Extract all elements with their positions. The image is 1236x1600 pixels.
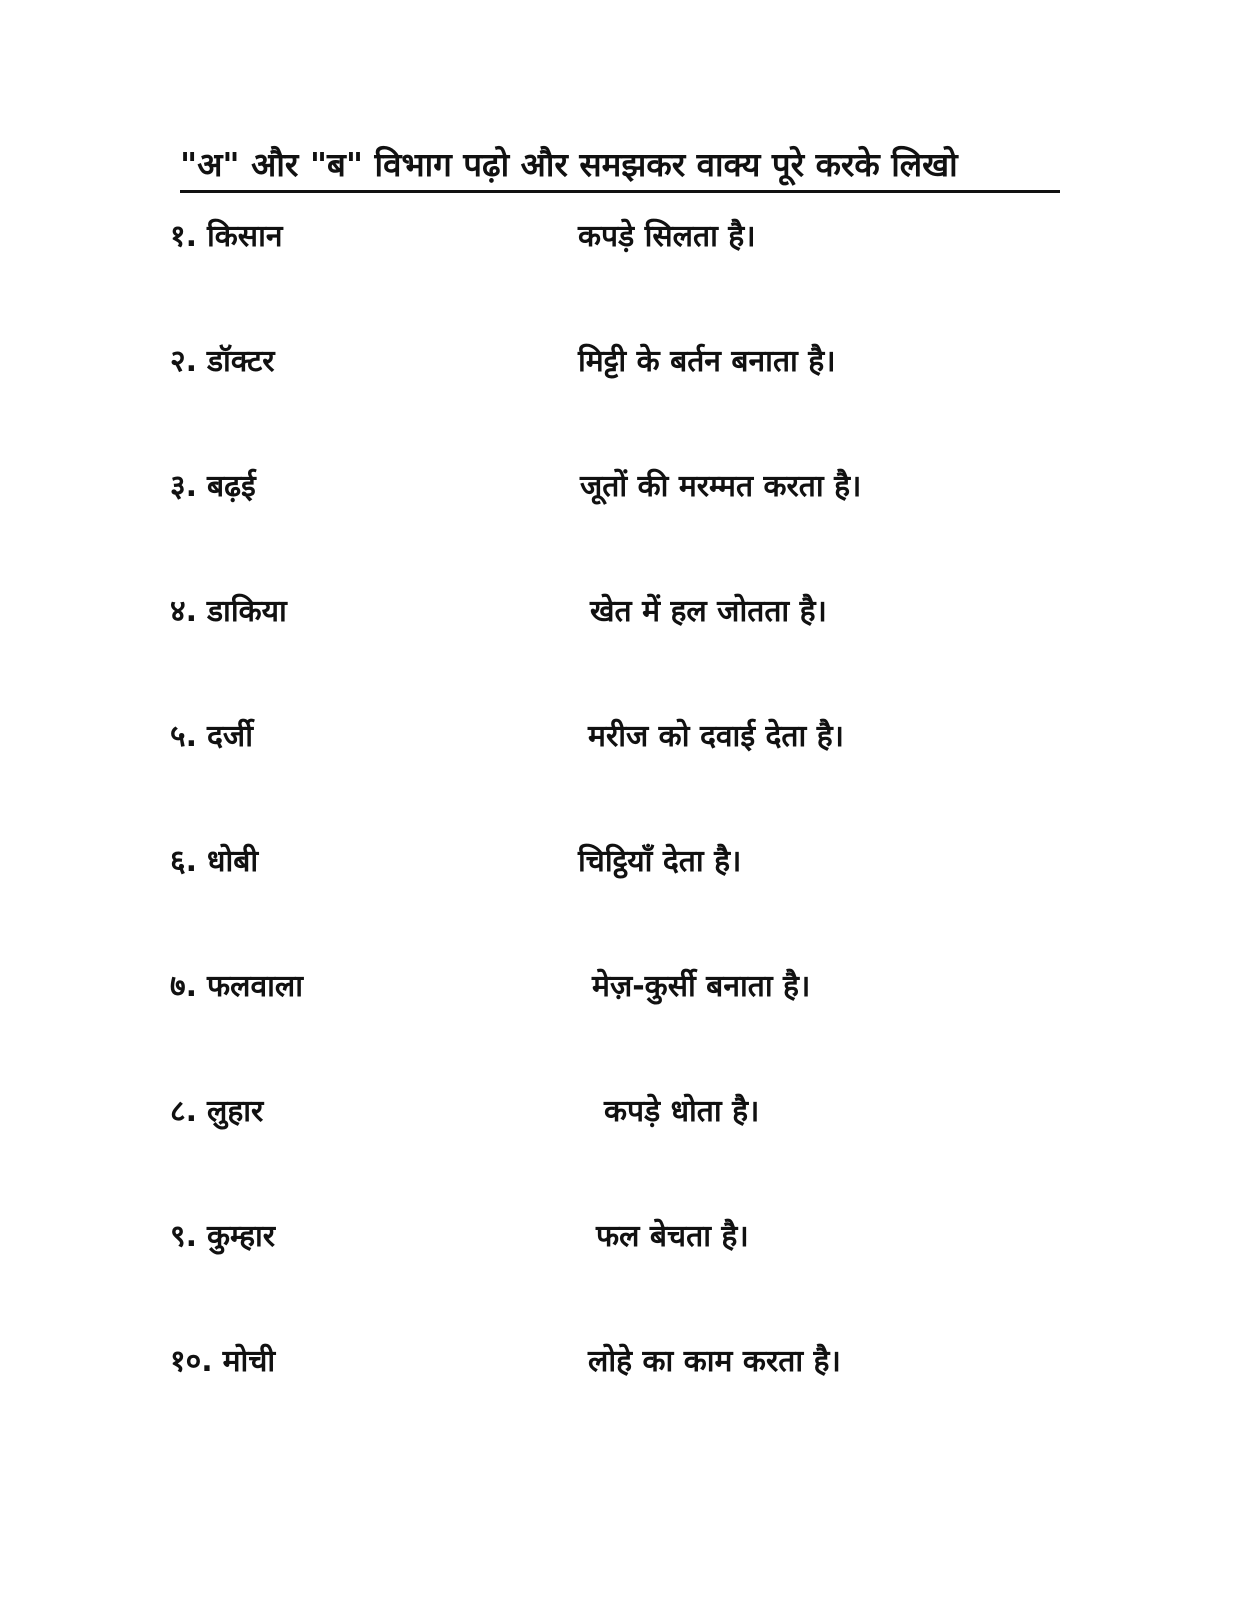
column-b-sentence: खेत में हल जोतता है।	[590, 594, 827, 629]
profession-word: धोबी	[207, 844, 259, 879]
match-row	[0, 337, 1236, 387]
match-row	[0, 712, 1236, 762]
column-a-item	[170, 1337, 275, 1387]
profession-word: दर्जी	[207, 719, 253, 754]
item-number: १०.	[170, 1344, 213, 1379]
column-a-item	[170, 962, 303, 1012]
column-b-sentence: मरीज को दवाई देता है।	[588, 719, 845, 754]
column-a-item	[170, 837, 258, 887]
item-number: ३.	[170, 469, 197, 504]
match-row	[0, 1212, 1236, 1262]
match-row	[0, 1337, 1236, 1387]
item-number: ६.	[170, 844, 197, 879]
column-b-sentence: जूतों की मरम्मत करता है।	[580, 469, 862, 504]
profession-word: डॉक्टर	[207, 344, 275, 379]
item-number: ८.	[170, 1094, 197, 1129]
column-b-sentence: मिट्टी के बर्तन बनाता है।	[578, 344, 836, 379]
item-number: १.	[170, 219, 197, 254]
column-a-item	[170, 712, 253, 762]
profession-word: फलवाला	[207, 969, 304, 1004]
item-number: ४.	[170, 594, 197, 629]
match-row	[0, 1087, 1236, 1137]
item-number: ५.	[170, 719, 197, 754]
item-number: ९.	[170, 1219, 197, 1254]
item-number: २.	[170, 344, 197, 379]
item-number: ७.	[170, 969, 197, 1004]
column-b-sentence: लोहे का काम करता है।	[588, 1344, 841, 1379]
column-a-item	[170, 212, 283, 262]
column-a-item	[170, 1212, 275, 1262]
match-row	[0, 212, 1236, 262]
column-a-item	[170, 462, 256, 512]
column-a-item	[170, 1087, 263, 1137]
match-row	[0, 962, 1236, 1012]
profession-word: मोची	[222, 1344, 276, 1379]
profession-word: बढ़ई	[207, 469, 256, 504]
column-b-sentence: कपड़े धोता है।	[604, 1094, 760, 1129]
column-a-item	[170, 587, 287, 637]
profession-word: कुम्हार	[207, 1219, 276, 1254]
profession-word: डाकिया	[207, 594, 287, 629]
profession-word: किसान	[207, 219, 283, 254]
worksheet-title: "अ" और "ब" विभाग पढ़ो और समझकर वाक्य पूरे करके लिखो	[180, 142, 1060, 193]
column-b-sentence: कपड़े सिलता है।	[578, 219, 756, 254]
match-row	[0, 462, 1236, 512]
column-a-item	[170, 337, 275, 387]
match-row	[0, 837, 1236, 887]
column-b-sentence: मेज़-कुर्सी बनाता है।	[592, 969, 811, 1004]
column-b-sentence: चिट्ठियाँ देता है।	[578, 844, 742, 879]
profession-word: लुहार	[207, 1094, 264, 1129]
column-b-sentence: फल बेचता है।	[596, 1219, 749, 1254]
match-row	[0, 587, 1236, 637]
